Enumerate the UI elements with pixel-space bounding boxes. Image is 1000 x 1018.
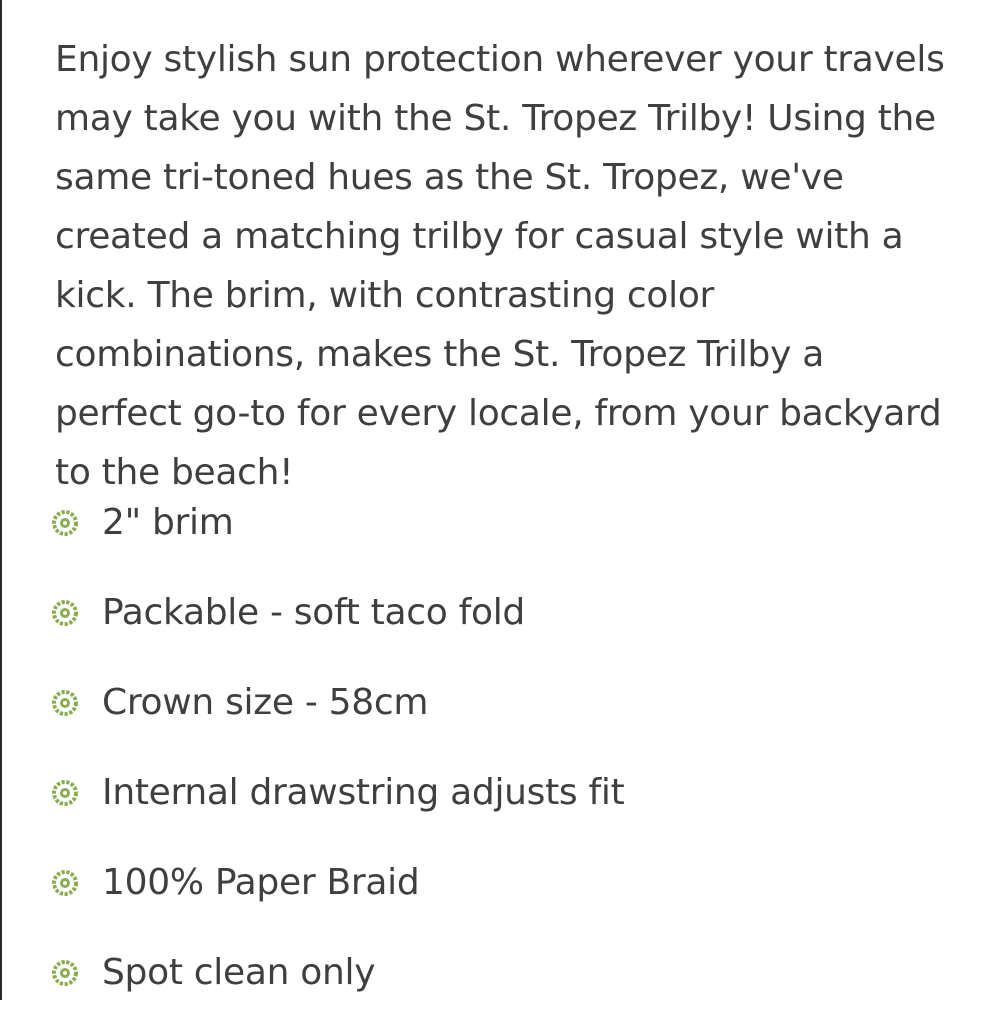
flower-bullet-icon bbox=[50, 598, 80, 628]
flower-bullet-icon bbox=[50, 508, 80, 538]
flower-bullet-icon bbox=[50, 868, 80, 898]
flower-bullet-icon bbox=[50, 958, 80, 988]
feature-item bbox=[50, 658, 950, 748]
feature-item bbox=[50, 478, 950, 568]
product-description: Enjoy stylish sun protection wherever your travels may take you with the St. Tropez Trilby! Using the same tri-toned hues as the St. Tropez, we've created a matching trilby for casual style with a kick. The brim, with contrasting color combinations, makes the St. Tropez Trilby a perfect go-to for every locale, from your backyard to the beach! bbox=[55, 39, 945, 493]
feature-item bbox=[50, 568, 950, 658]
feature-item bbox=[50, 748, 950, 838]
feature-text: Spot clean only bbox=[102, 952, 376, 993]
feature-text: Internal drawstring adjusts fit bbox=[102, 772, 625, 813]
flower-bullet-icon bbox=[50, 688, 80, 718]
feature-item bbox=[50, 838, 950, 928]
feature-list bbox=[50, 478, 950, 1018]
feature-text: 100% Paper Braid bbox=[102, 862, 420, 903]
feature-text: Crown size - 58cm bbox=[102, 682, 429, 723]
feature-item bbox=[50, 928, 950, 1018]
left-border bbox=[0, 0, 2, 1000]
flower-bullet-icon bbox=[50, 778, 80, 808]
feature-text: Packable - soft taco fold bbox=[102, 592, 525, 633]
feature-text: 2" brim bbox=[102, 502, 234, 543]
